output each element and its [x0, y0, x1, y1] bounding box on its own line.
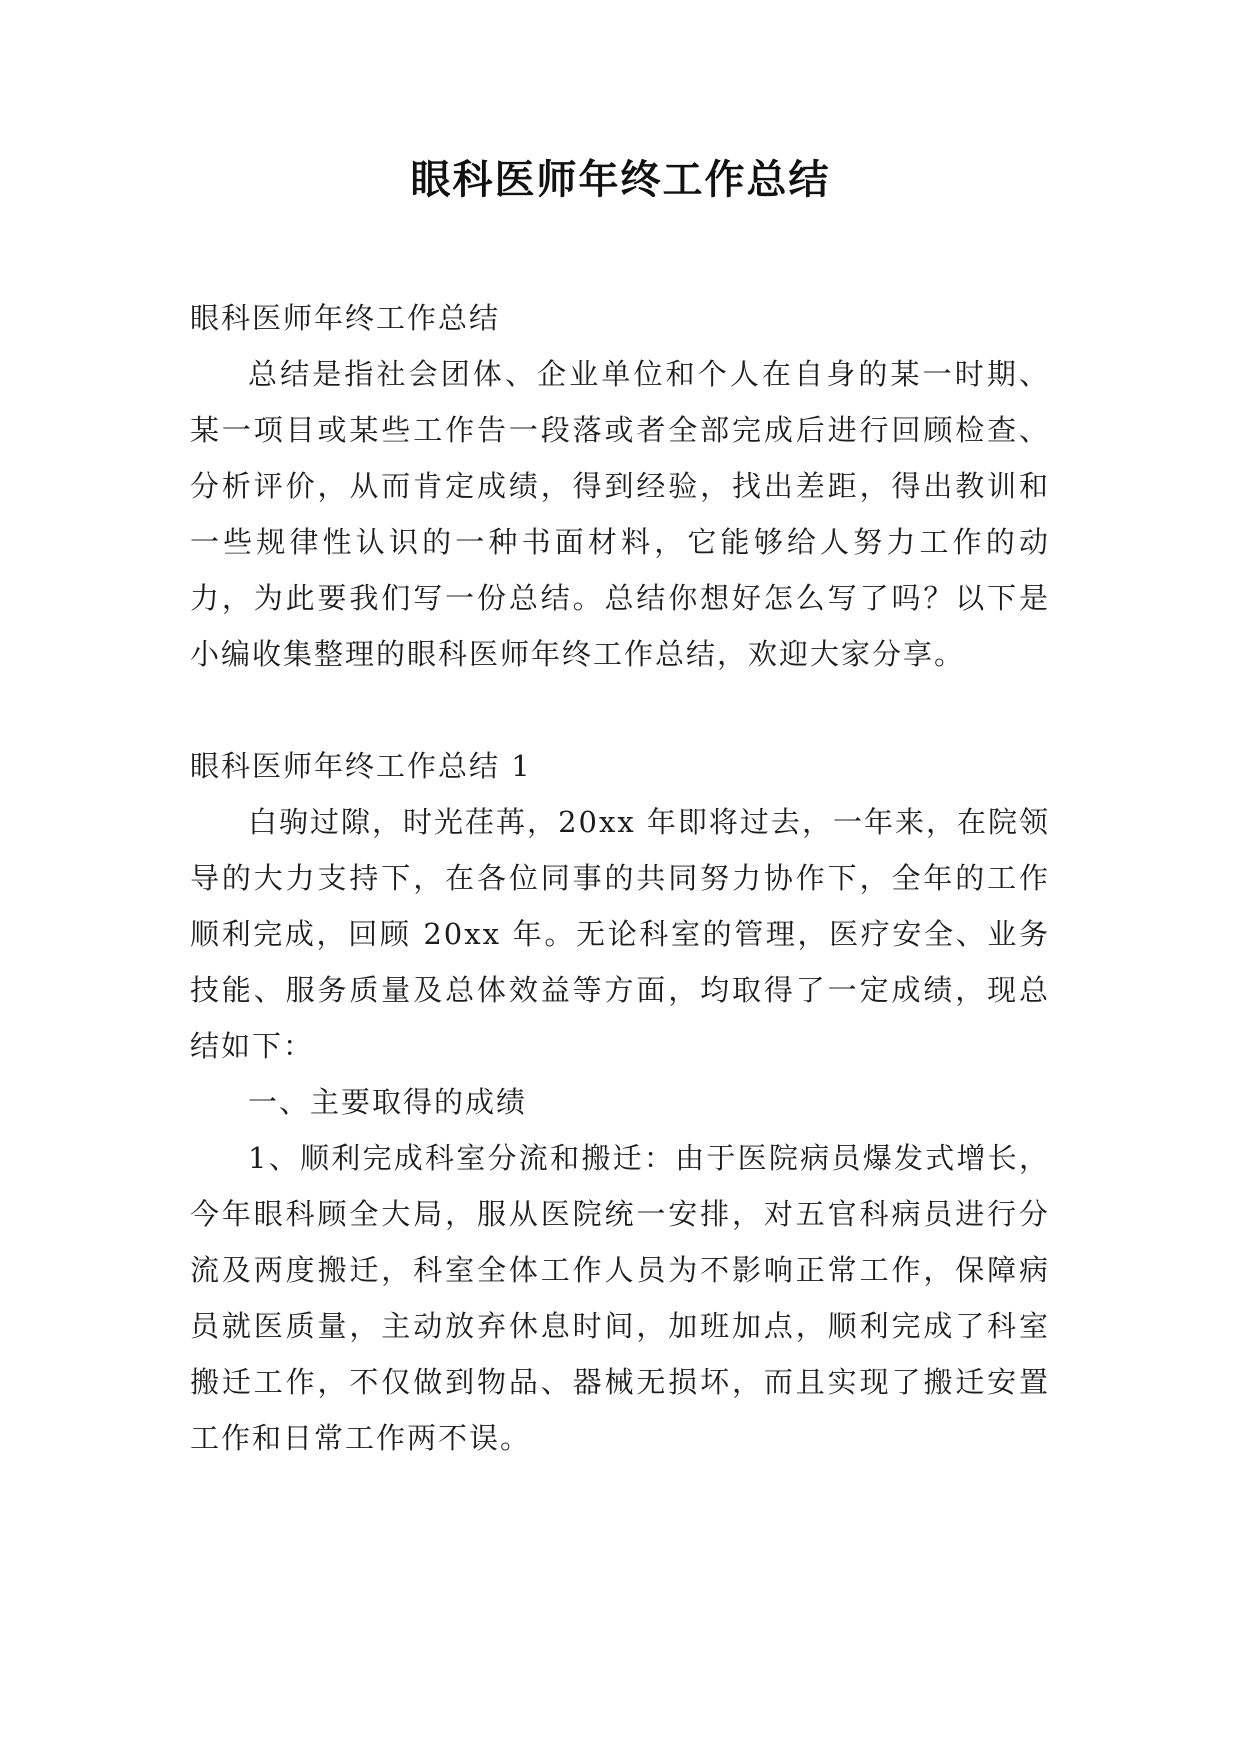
intro-paragraph: 总结是指社会团体、企业单位和个人在自身的某一时期、某一项目或某些工作告一段落或者全部完成后进行回顾检查、分析评价，从而肯定成绩，得到经验，找出差距，得出教训和一些规律性认识的一种书面材料，它能够给人努力工作的动力，为此要我们写一份总结。总结你想好怎么写了吗？以下是小编收集整理的眼科医师年终工作总结，欢迎大家分享。	[190, 357, 1050, 671]
intro-heading: 眼科医师年终工作总结	[190, 301, 501, 335]
section1-paragraph-1: 白驹过隙，时光荏苒，20xx 年即将过去，一年来，在院领导的大力支持下，在各位同事的共同努力协作下，全年的工作顺利完成，回顾 20xx 年。无论科室的管理，医疗安全、业务技能、服务质量及总体效益等方面，均取得了一定成绩，现总结如下：	[190, 805, 1050, 1063]
section1-heading: 眼科医师年终工作总结 1	[190, 749, 532, 783]
document-body	[190, 290, 1050, 1466]
section1-paragraph-2: 1、顺利完成科室分流和搬迁：由于医院病员爆发式增长，今年眼科顾全大局，服从医院统一安排，对五官科病员进行分流及两度搬迁，科室全体工作人员为不影响正常工作，保障病员就医质量，主动放弃休息时间，加班加点，顺利完成了科室搬迁工作，不仅做到物品、器械无损坏，而且实现了搬迁安置工作和日常工作两不误。	[190, 1141, 1050, 1455]
section-spacer	[190, 682, 1050, 738]
section1-subheading: 一、主要取得的成绩	[248, 1085, 528, 1119]
document-title: 眼科医师年终工作总结	[410, 157, 831, 203]
